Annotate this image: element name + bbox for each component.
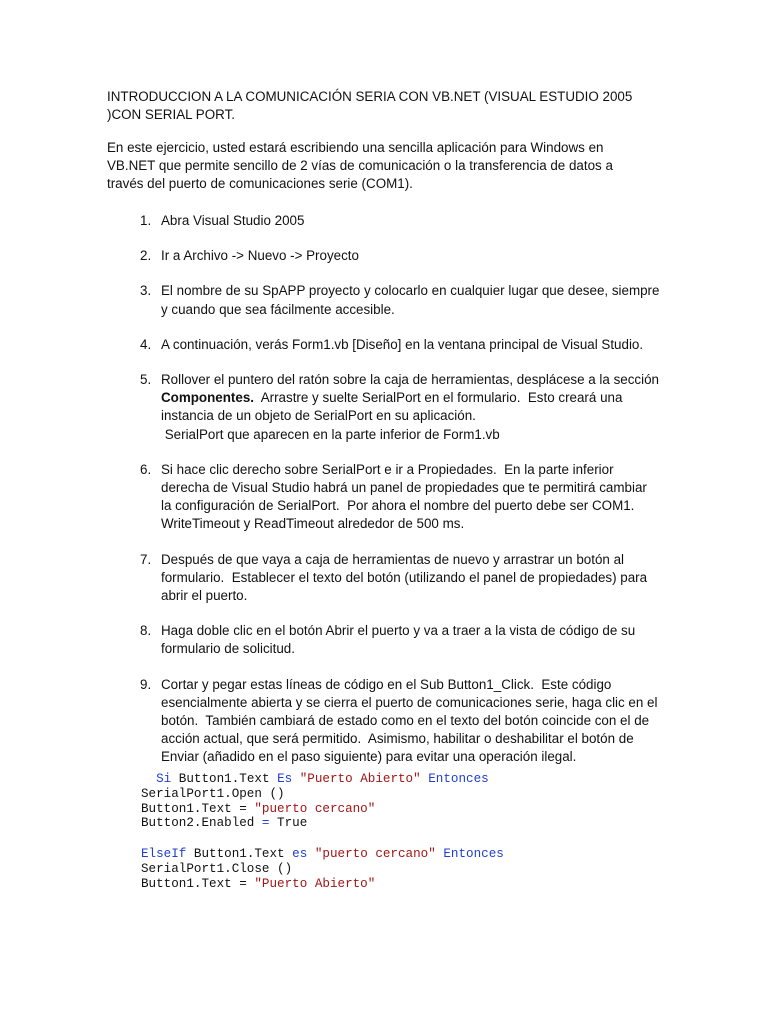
code-line — [141, 816, 701, 831]
code-line — [141, 802, 701, 817]
code-keyword: es — [292, 847, 308, 862]
code-text: Button1.Text = — [141, 801, 255, 816]
code-line — [141, 847, 701, 862]
code-space — [307, 847, 315, 861]
code-string: "Puerto Abierto" — [254, 876, 376, 891]
step-text — [161, 372, 663, 442]
list-item — [140, 282, 664, 318]
list-item — [140, 336, 660, 354]
step-text: Haga doble clic en el botón Abrir el puerto y va a traer a la vista de código de su formulario de solicitud. — [161, 623, 639, 657]
code-keyword: Entonces — [428, 772, 489, 786]
step-number: 9. — [140, 676, 152, 692]
step-number: 2. — [140, 248, 152, 264]
code-keyword: Si — [156, 772, 172, 786]
code-string: "puerto cercano" — [254, 801, 376, 816]
list-item — [140, 551, 660, 606]
step-text: A continuación, verás Form1.vb [Diseño] en la ventana principal de Visual Studio. — [161, 336, 644, 352]
code-operator: = — [261, 816, 270, 831]
list-item — [140, 247, 660, 265]
step-text: El nombre de su SpAPP proyecto y colocarlo en cualquier lugar que desee, siempre y cuando que sea fácilmente accesible. — [161, 283, 664, 317]
code-line: SerialPort1.Close () — [141, 861, 293, 876]
list-item — [140, 461, 660, 534]
code-space — [292, 772, 300, 786]
step-number: 3. — [140, 283, 152, 299]
intro-paragraph: En este ejercicio, usted estará escribiendo una sencilla aplicación para Windows en VB.NET que permite sencillo de 2 vías de comunicación o la transferencia de datos a través del puerto de comunicaciones serie (COM1). — [107, 140, 613, 192]
code-keyword: ElseIf — [141, 847, 187, 862]
code-block — [141, 772, 701, 892]
step-text: Si hace clic derecho sobre SerialPort e ir a Propiedades. En la parte inferior derecha de Visual Studio habrá un panel de propiedades que te permitirá cambiar la configuración de SerialPort. Por ahora el nombre del puerto debe ser COM1. WriteTimeout y ReadTimeout alrededor de 500 ms. — [161, 461, 651, 532]
step-text: Cortar y pegar estas líneas de código en el Sub Button1_Click. Este código esencialmente abierta y se cierra el puerto de comunicaciones serie, haga clic en el botón. También cambiará de estado como en el texto del botón coincide con el de acción actual, que será permitido. Asimismo, habilitar o deshabilitar el botón de Enviar (añadido en el paso siguiente) para evitar una operación ilegal. — [161, 676, 662, 765]
step-number: 6. — [140, 461, 152, 477]
list-item — [140, 676, 660, 767]
code-line: SerialPort1.Open () — [141, 786, 285, 801]
step-text: Después de que vaya a caja de herramientas de nuevo y arrastrar un botón al formulario. Establecer el texto del botón (utilizando el panel de propiedades) para abrir el puerto. — [161, 551, 651, 604]
code-blank-line — [141, 831, 701, 847]
list-item — [140, 622, 660, 658]
code-line — [141, 877, 701, 892]
code-string: "puerto cercano" — [314, 847, 436, 862]
code-text: True — [269, 816, 308, 831]
bold-term: Componentes. — [161, 390, 254, 406]
step-number: 5. — [140, 372, 152, 388]
step-text: Abra Visual Studio 2005 — [161, 213, 305, 228]
step-number: 1. — [140, 213, 152, 228]
code-indent — [141, 772, 156, 786]
step-text: Ir a Archivo -> Nuevo -> Proyecto — [161, 248, 359, 264]
code-text: Button2.Enabled — [141, 816, 262, 831]
list-item — [140, 212, 660, 230]
code-keyword: Entonces — [443, 847, 504, 862]
code-text: Button1.Text = — [141, 876, 255, 891]
step-text-part: Arrastre y suelte SerialPort en el formulario. Esto creará una instancia de un objeto de SerialPort en su aplicación. SerialPort que aparecen en la parte inferior de Form1.vb — [161, 390, 623, 442]
list-item — [140, 371, 663, 444]
step-text-part: Rollover el puntero del ratón sobre la caja de herramientas, desplácese a la sección — [161, 372, 663, 388]
code-keyword: Es — [277, 772, 293, 786]
step-number: 7. — [140, 551, 152, 567]
code-string: "Puerto Abierto" — [299, 772, 421, 786]
step-number: 8. — [140, 623, 152, 639]
document-title: INTRODUCCION A LA COMUNICACIÓN SERIA CON VB.NET (VISUAL ESTUDIO 2005 )CON SERIAL PORT. — [107, 89, 633, 122]
code-text: Button1.Text — [186, 847, 293, 862]
step-number: 4. — [140, 336, 152, 352]
steps-list — [140, 212, 664, 784]
code-text: Button1.Text — [171, 772, 278, 786]
code-line — [141, 772, 701, 787]
